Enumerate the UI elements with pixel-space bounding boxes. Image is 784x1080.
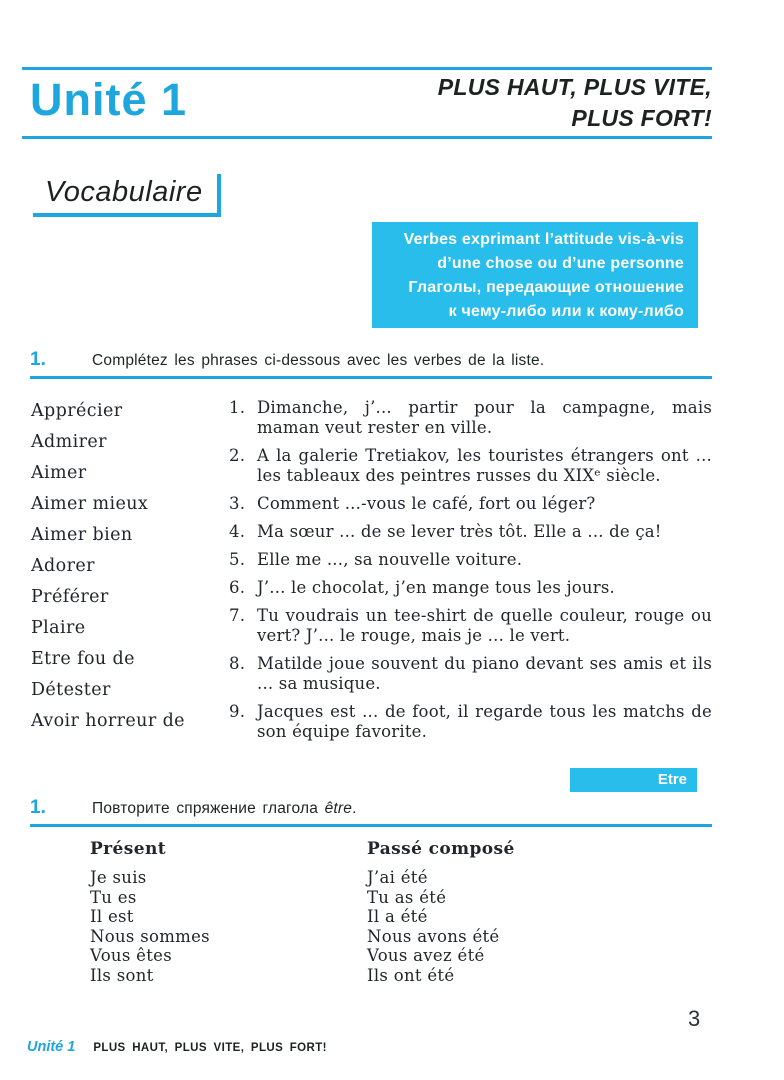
sentence-number: 1.	[229, 398, 246, 417]
conjugation-header: Passé composé	[367, 839, 515, 859]
conjugation-column-passe-compose	[367, 839, 515, 985]
verb-list-item: Avoir horreur de	[31, 711, 185, 731]
info-box-line: d’une chose ou d’une personne	[437, 255, 684, 272]
section-heading-label: Vocabulaire	[45, 176, 203, 208]
conjugation-row: Il est	[90, 907, 134, 926]
footer-unit-title: PLUS HAUT, PLUS VITE, PLUS FORT!	[93, 1042, 327, 1054]
unit-title-line2: PLUS FORT!	[571, 105, 712, 131]
sentence-item	[229, 606, 712, 646]
conjugation-rows-present	[90, 868, 210, 985]
exercise2-instruction-pre: Повторите спряжение глагола	[92, 800, 325, 817]
footer	[27, 1038, 327, 1056]
grammar-info-box	[372, 222, 698, 328]
conjugation-row: Tu as été	[367, 887, 447, 907]
conjugation-row: Il a été	[367, 907, 428, 926]
verb-list-item: Aimer bien	[31, 525, 133, 545]
exercise1-rule	[30, 376, 712, 379]
sentence-number: 3.	[229, 494, 246, 513]
exercise1-number: 1.	[30, 349, 46, 370]
sentence-number: 4.	[229, 522, 246, 541]
sentence-text: Ma sœur ... de se lever très tôt. Elle a ... de ça!	[257, 522, 662, 541]
sentence-text: A la galerie Tretiakov, les touristes étrangers ont ... les tableaux des peintres russes du XIXᵉ siècle.	[257, 446, 712, 485]
section-heading-vocabulaire	[33, 174, 221, 217]
footer-unit-label: Unité 1	[27, 1039, 76, 1055]
header-rule-top	[22, 67, 712, 70]
sentence-text: Dimanche, j’... partir pour la campagne, mais maman veut rester en ville.	[257, 398, 712, 437]
sentence-number: 6.	[229, 578, 246, 597]
conjugation-row: Vous êtes	[90, 946, 173, 965]
sentence-item	[229, 494, 712, 514]
conjugation-rows-passe-compose	[367, 868, 515, 985]
sentence-item	[229, 522, 712, 542]
verb-list-item: Adorer	[31, 556, 95, 576]
conjugation-header: Présent	[90, 839, 166, 859]
conjugation-row: Tu es	[90, 887, 137, 907]
conjugation-row: Vous avez été	[367, 946, 485, 965]
exercise2-number: 1.	[30, 797, 46, 818]
conjugation-row: Nous avons été	[367, 926, 500, 946]
verb-list-item: Admirer	[31, 432, 107, 452]
sentence-list	[229, 398, 712, 750]
etre-tag: Etre	[570, 768, 697, 792]
unit-title	[438, 72, 712, 134]
sentence-number: 9.	[229, 702, 246, 721]
conjugation-row: Je suis	[90, 868, 147, 887]
sentence-text: Elle me ..., sa nouvelle voiture.	[257, 550, 523, 569]
conjugation-row: Ils ont été	[367, 965, 455, 985]
info-box-line: Verbes exprimant l’attitude vis-à-vis	[403, 231, 684, 248]
sentence-item	[229, 446, 712, 486]
exercise2-instruction-post: .	[352, 800, 357, 817]
header-rule-bottom	[22, 136, 712, 139]
verb-list-item: Apprécier	[31, 401, 123, 421]
verb-list	[31, 396, 185, 737]
unit-label: Unité 1	[30, 74, 188, 125]
sentence-item	[229, 654, 712, 694]
exercise2-rule	[30, 824, 712, 827]
verb-list-item: Aimer	[31, 463, 87, 483]
sentence-text: Jacques est ... de foot, il regarde tous les matchs de son équipe favorite.	[257, 702, 712, 741]
verb-list-item: Préférer	[31, 587, 109, 607]
sentence-item	[229, 398, 712, 438]
sentence-item	[229, 578, 712, 598]
exercise2-instruction	[92, 800, 357, 818]
unit-title-line1: PLUS HAUT, PLUS VITE,	[437, 74, 712, 100]
sentence-number: 8.	[229, 654, 246, 673]
sentence-number: 5.	[229, 550, 246, 569]
verb-list-item: Détester	[31, 680, 111, 700]
verb-list-item: Aimer mieux	[31, 494, 149, 514]
sentence-number: 2.	[229, 446, 246, 465]
sentence-text: Comment ...-vous le café, fort ou léger?	[257, 494, 596, 513]
sentence-text: J’... le chocolat, j’en mange tous les jours.	[257, 578, 615, 597]
exercise1-instruction: Complétez les phrases ci-dessous avec les verbes de la liste.	[92, 352, 545, 369]
conjugation-column-present	[90, 839, 210, 985]
page-number: 3	[688, 1006, 701, 1031]
conjugation-row: Nous sommes	[90, 926, 210, 946]
verb-list-item: Plaire	[31, 618, 86, 638]
sentence-text: Tu voudrais un tee-shirt de quelle couleur, rouge ou vert? J’... le rouge, mais je ... le vert.	[257, 606, 712, 645]
verb-list-item: Etre fou de	[31, 649, 135, 669]
conjugation-row: Ils sont	[90, 965, 154, 985]
sentence-number: 7.	[229, 606, 246, 625]
sentence-text: Matilde joue souvent du piano devant ses amis et ils ... sa musique.	[257, 654, 712, 693]
sentence-item	[229, 550, 712, 570]
sentence-item	[229, 702, 712, 742]
info-box-line: Глаголы, передающие отношение	[408, 279, 684, 296]
exercise2-instruction-verb: être	[324, 800, 353, 817]
info-box-line: к чему-либо или к кому-либо	[448, 303, 684, 320]
conjugation-row: J’ai été	[367, 868, 428, 887]
